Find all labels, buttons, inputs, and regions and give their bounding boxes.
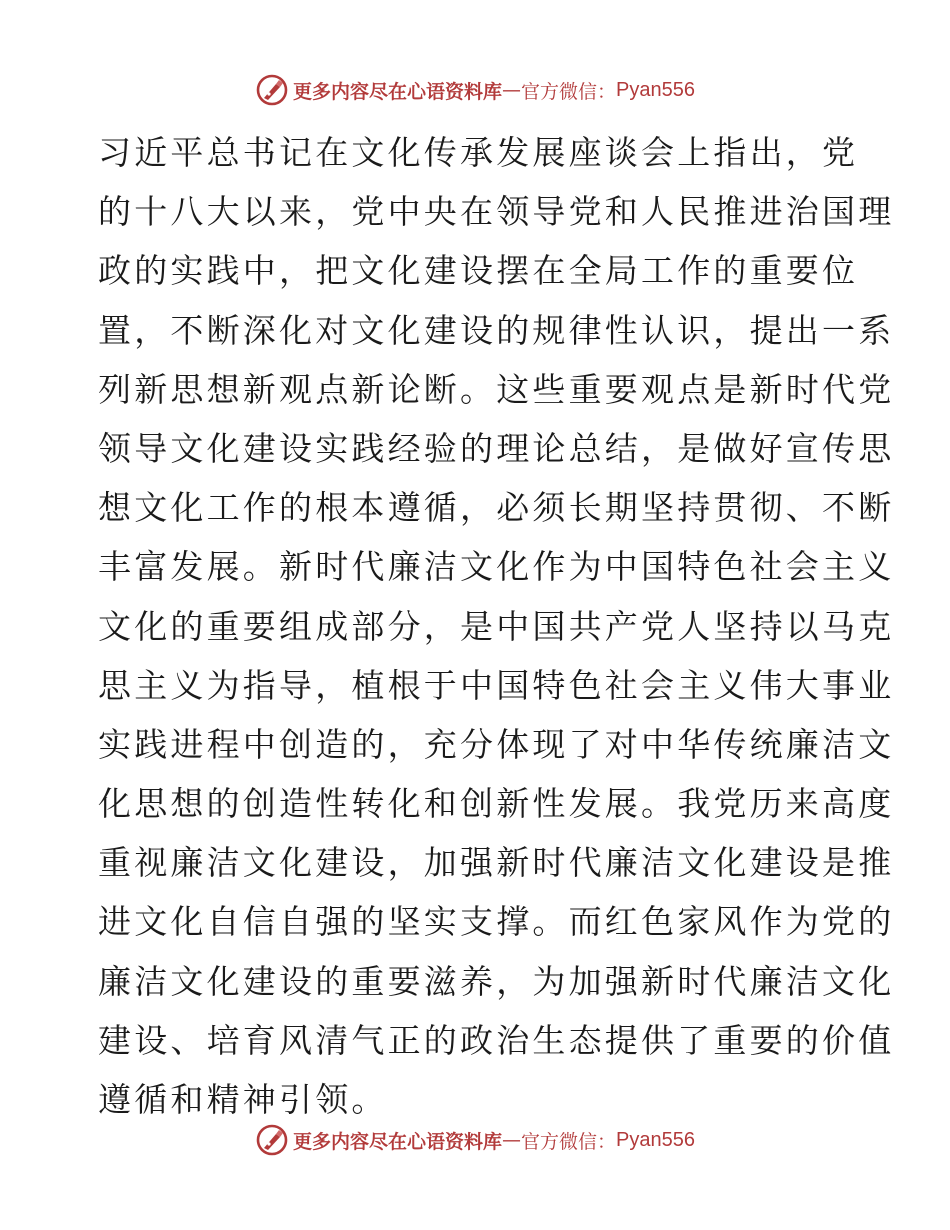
paragraph-line: 习近平总书记在文化传承发展座谈会上指出，党 bbox=[98, 133, 859, 172]
pen-nib-logo-icon bbox=[255, 1123, 289, 1157]
header-separator: — bbox=[502, 79, 522, 101]
paragraph-line: 政的实践中，把文化建设摆在全局工作的重要位 bbox=[98, 251, 859, 291]
article-paragraph bbox=[98, 123, 895, 1129]
footer-wechat-id: Pyan556 bbox=[616, 1128, 695, 1151]
paragraph-line: 置，不断深化对文化建设的规律性认识，提出一系 bbox=[98, 310, 895, 350]
paragraph-line: 领导文化建设实践经验的理论总结，是做好宣传思 bbox=[98, 428, 895, 468]
header-banner bbox=[0, 70, 950, 110]
paragraph-line: 化思想的创造性转化和创新性发展。我党历来高度 bbox=[98, 784, 895, 824]
header-wechat-label: 官方微信： bbox=[521, 80, 617, 103]
header-wechat-id: Pyan556 bbox=[616, 78, 695, 101]
paragraph-line: 进文化自信自强的坚实支撑。而红色家风作为党的 bbox=[98, 902, 895, 942]
footer-separator: — bbox=[502, 1129, 522, 1151]
paragraph-line: 文化的重要组成部分，是中国共产党人坚持以马克 bbox=[98, 606, 895, 646]
paragraph-line: 实践进程中创造的，充分体现了对中华传统廉洁文 bbox=[98, 724, 895, 764]
paragraph-line: 重视廉洁文化建设，加强新时代廉洁文化建设是推 bbox=[98, 843, 895, 883]
header-brand-text: 更多内容尽在心语资料库 bbox=[293, 80, 503, 103]
footer-banner bbox=[0, 1120, 950, 1160]
paragraph-line: 思主义为指导，植根于中国特色社会主义伟大事业 bbox=[98, 665, 895, 705]
paragraph-line: 的十八大以来，党中央在领导党和人民推进治国理 bbox=[98, 192, 895, 232]
paragraph-line: 遵循和精神引领。 bbox=[98, 1080, 388, 1119]
paragraph-line: 列新思想新观点新论断。这些重要观点是新时代党 bbox=[98, 369, 895, 409]
paragraph-line: 想文化工作的根本遵循，必须长期坚持贯彻、不断 bbox=[98, 488, 895, 528]
footer-wechat-label: 官方微信： bbox=[521, 1130, 617, 1153]
pen-nib-logo-icon bbox=[255, 73, 289, 107]
footer-brand-text: 更多内容尽在心语资料库 bbox=[293, 1130, 503, 1153]
paragraph-line: 丰富发展。新时代廉洁文化作为中国特色社会主义 bbox=[98, 547, 895, 587]
paragraph-line: 建设、培育风清气正的政治生态提供了重要的价值 bbox=[98, 1020, 895, 1060]
paragraph-line: 廉洁文化建设的重要滋养，为加强新时代廉洁文化 bbox=[98, 961, 895, 1001]
